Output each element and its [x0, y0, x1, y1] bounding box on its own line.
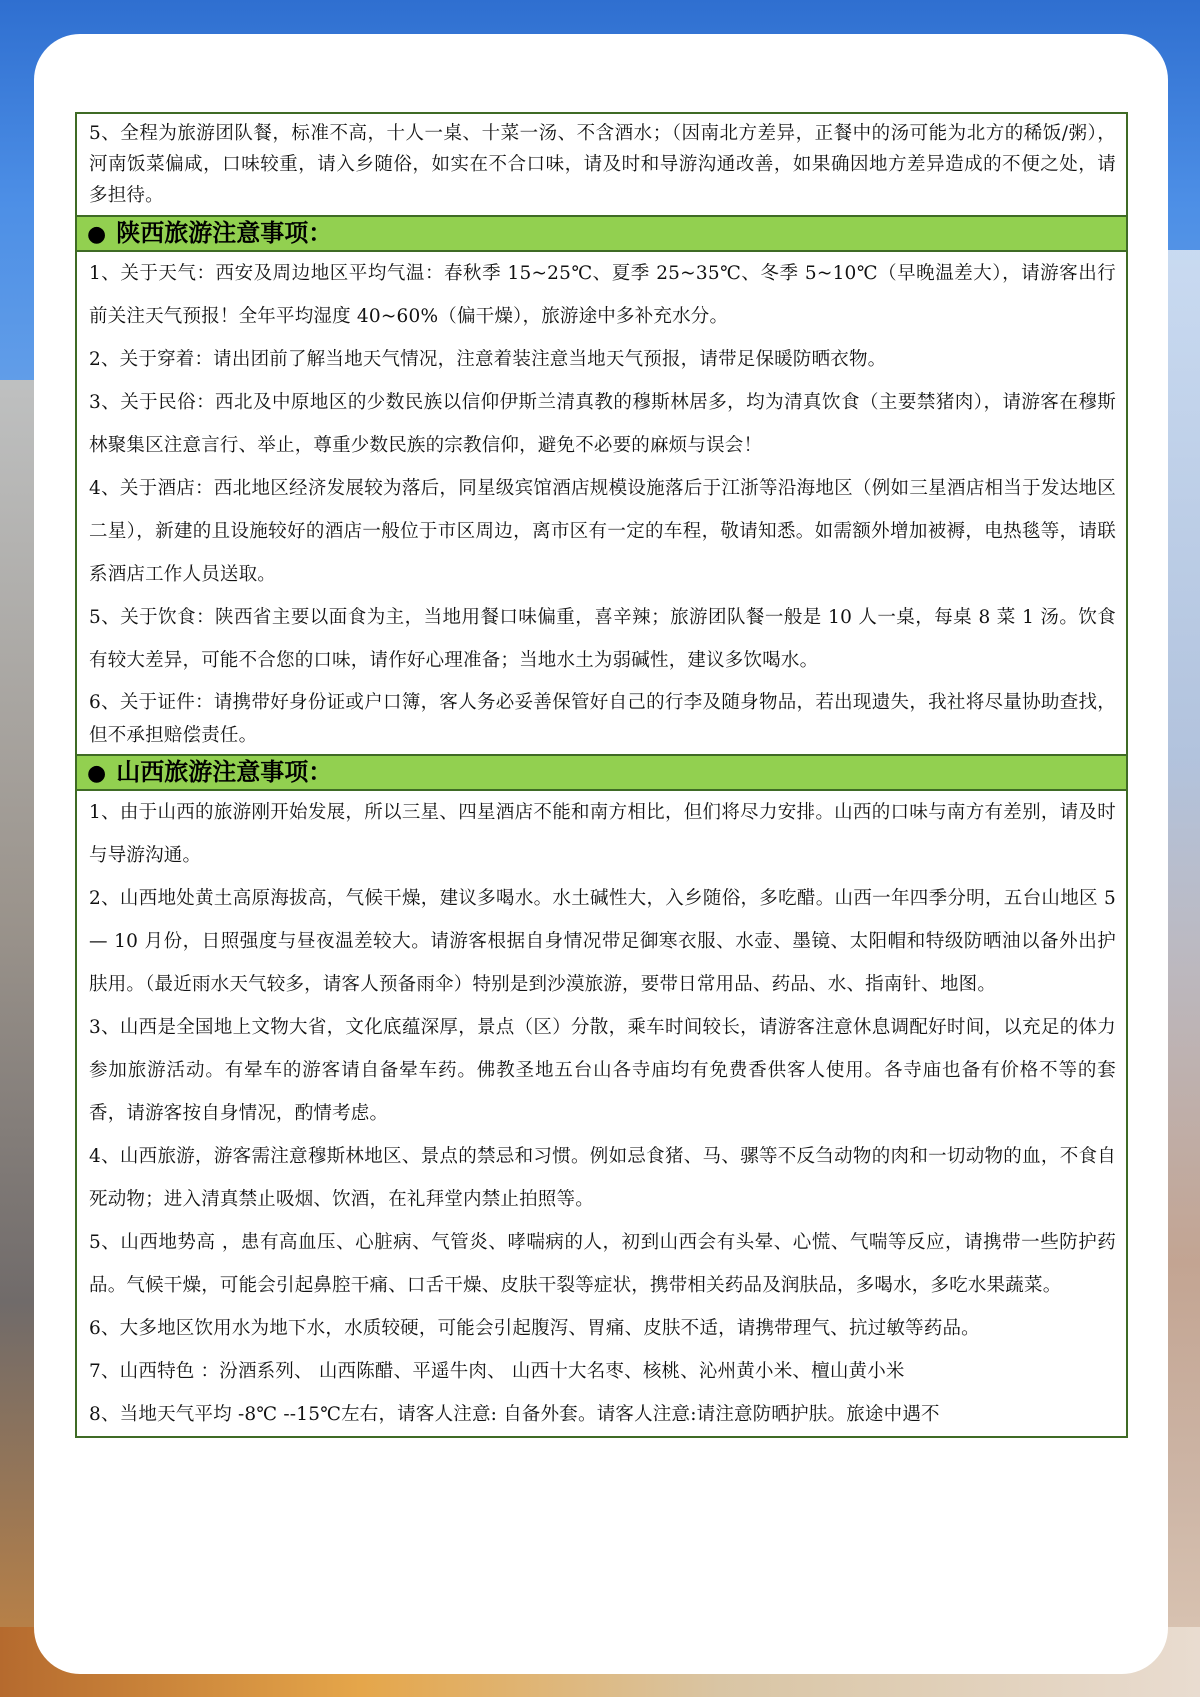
section-title: 陕西旅游注意事项：: [116, 219, 333, 247]
list-item: 4、关于酒店：西北地区经济发展较为落后，同星级宾馆酒店规模设施落后于江浙等沿海地区（例如三星酒店相当于发达地区二星），新建的且设施较好的酒店一般位于市区周边，离市区有一定的车程，敬请知悉。如需额外增加被褥，电热毯等，请联系酒店工作人员送取。: [89, 478, 1116, 585]
list-item: 6、关于证件：请携带好身份证或户口簿，客人务必妥善保管好自己的行李及随身物品，若出现遗失，我社将尽量协助查找，但不承担赔偿责任。: [89, 692, 1116, 746]
bullet-icon: ●: [87, 761, 107, 786]
list-item: 2、关于穿着：请出团前了解当地天气情况，注意着装注意当地天气预报，请带足保暖防晒衣物。: [89, 349, 887, 370]
bullet-icon: ●: [87, 222, 107, 247]
section-heading-shanxi: [77, 754, 1126, 791]
list-item: 5、山西地势高 ，患有高血压、心脏病、气管炎、哮喘病的人，初到山西会有头晕、心慌、气喘等反应，请携带一些防护药品。气候干燥，可能会引起鼻腔干痛、口舌干燥、皮肤干裂等症状，携带相关药品及润肤品，多喝水，多吃水果蔬菜。: [89, 1232, 1116, 1296]
list-item: 1、关于天气：西安及周边地区平均气温：春秋季 15~25℃、夏季 25~35℃、冬季 5~10℃（早晚温差大），请游客出行前关注天气预报！全年平均湿度 40~60%（偏干燥），旅游途中多补充水分。: [89, 263, 1116, 327]
section-title: 山西旅游注意事项：: [116, 758, 333, 786]
shaanxi-list: [77, 252, 1126, 754]
list-item: 1、由于山西的旅游刚开始发展，所以三星、四星酒店不能和南方相比，但们将尽力安排。山西的口味与南方有差别，请及时与导游沟通。: [89, 802, 1116, 866]
list-item: 4、山西旅游，游客需注意穆斯林地区、景点的禁忌和习惯。例如忌食猪、马、骡等不反刍动物的肉和一切动物的血，不食自死动物；进入清真禁止吸烟、饮酒，在礼拜堂内禁止拍照等。: [89, 1146, 1116, 1210]
list-item: 3、山西是全国地上文物大省，文化底蕴深厚，景点（区）分散，乘车时间较长，请游客注意休息调配好时间，以充足的体力参加旅游活动。有晕车的游客请自备晕车药。佛教圣地五台山各寺庙均有免费香供客人使用。各寺庙也备有价格不等的套香，请游客按自身情况，酌情考虑。: [89, 1017, 1116, 1124]
intro-paragraph: 5、全程为旅游团队餐，标准不高，十人一桌、十菜一汤、不含酒水；（因南北方差异，正餐中的汤可能为北方的稀饭/粥），河南饭菜偏咸，口味较重，请入乡随俗，如实在不合口味，请及时和导游沟通改善，如果确因地方差异造成的不便之处，请多担待。: [89, 123, 1116, 206]
shanxi-list: [77, 791, 1126, 1436]
list-item: 5、关于饮食：陕西省主要以面食为主，当地用餐口味偏重，喜辛辣；旅游团队餐一般是 10 人一桌，每桌 8 菜 1 汤。饮食有较大差异，可能不合您的口味，请作好心理准备；当地水土为弱碱性，建议多饮喝水。: [89, 607, 1116, 671]
list-item: 8、当地天气平均 -8℃ --15℃左右，请客人注意: 自备外套。请客人注意:请注意防晒护肤。旅途中遇不: [89, 1404, 940, 1425]
list-item: 6、大多地区饮用水为地下水，水质较硬，可能会引起腹泻、胃痛、皮肤不适，请携带理气、抗过敏等药品。: [89, 1318, 980, 1339]
list-item: 3、关于民俗：西北及中原地区的少数民族以信仰伊斯兰清真教的穆斯林居多，均为清真饮食（主要禁猪肉），请游客在穆斯林聚集区注意言行、举止，尊重少数民族的宗教信仰，避免不必要的麻烦与误会！: [89, 392, 1116, 456]
list-item: 2、山西地处黄土高原海拔高，气候干燥，建议多喝水。水土碱性大，入乡随俗，多吃醋。山西一年四季分明，五台山地区 5— 10 月份，日照强度与昼夜温差较大。请游客根据自身情况带足御寒衣服、水壶、墨镜、太阳帽和特级防晒油以备外出护肤用。（最近雨水天气较多，请客人预备雨伞）特别是到沙漠旅游，要带日常用品、药品、水、指南针、地图。: [89, 888, 1116, 995]
notice-table: [75, 112, 1128, 1438]
list-item: 7、山西特色 ：汾酒系列、 山西陈醋、平遥牛肉、 山西十大名枣、核桃、沁州黄小米、檀山黄小米: [89, 1361, 905, 1382]
section-heading-shaanxi: [77, 217, 1126, 252]
intro-block: [77, 114, 1126, 217]
